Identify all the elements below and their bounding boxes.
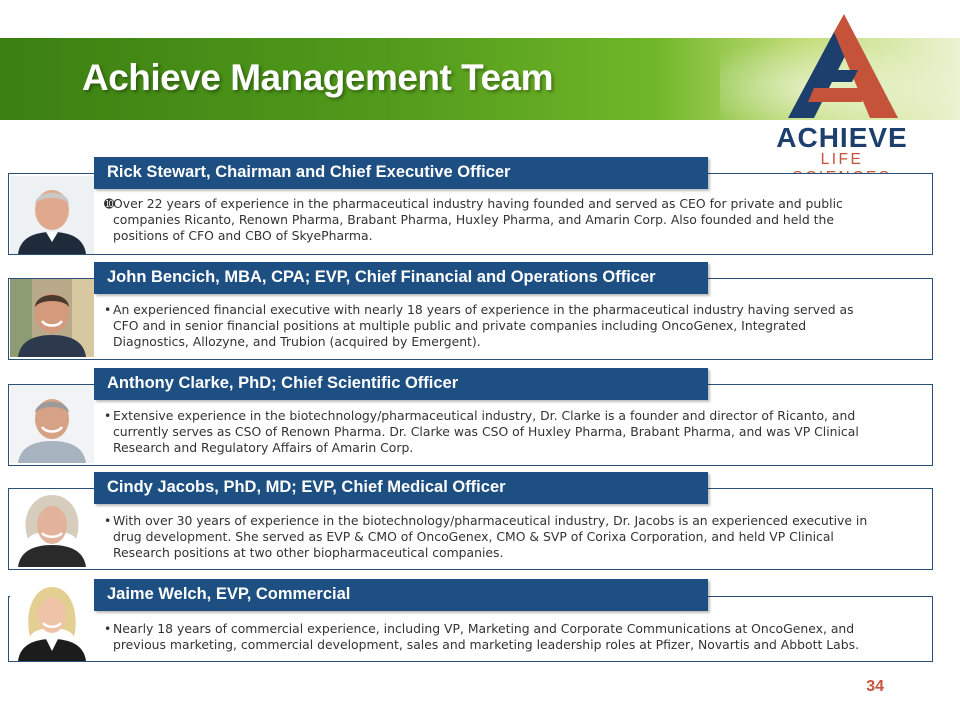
member-name: Cindy Jacobs, PhD, MD; EVP, Chief Medical Officer — [107, 478, 506, 496]
bio-body: Nearly 18 years of commercial experience, including VP, Marketing and Corporate Communications at OncoGenex, and previous marketing, commercial development, sales and marketing leadership roles at Pfizer, Novartis and Abbott Labs. — [113, 621, 860, 652]
headshot-photo — [10, 385, 94, 463]
headshot-photo — [10, 489, 94, 567]
headshot-photo — [10, 279, 94, 357]
slide-title: Achieve Management Team — [82, 57, 554, 98]
bullet-marker: ➓ — [104, 196, 115, 211]
achieve-logo-mark-icon — [784, 14, 900, 122]
bio-body: With over 30 years of experience in the biotechnology/pharmaceutical industry, Dr. Jacobs is an experienced executive in drug development. She served as EVP & CMO of OncoGenex, CMO & SVP of Corixa Corporation, and held VP Clinical Research positions at two other biopharmaceutical companies. — [113, 513, 868, 560]
name-bar — [94, 262, 708, 294]
company-logo — [772, 14, 912, 168]
logo-wordmark: ACHIEVE — [776, 122, 908, 153]
member-name: Rick Stewart, Chairman and Chief Executive Officer — [107, 163, 511, 181]
member-bio — [104, 408, 874, 456]
logo-tagline: LIFE — [820, 151, 864, 168]
name-bar — [94, 368, 708, 400]
bio-body: Extensive experience in the biotechnology/pharmaceutical industry, Dr. Clarke is a founder and director of Ricanto, and currently serves as CSO of Renown Pharma. Dr. Clarke was CSO of Huxley Pharma, Brabant Pharma, and was VP Clinical Research and Regulatory Affairs of Amarin Corp. — [113, 408, 859, 455]
bullet-marker: • — [104, 621, 112, 636]
name-bar — [94, 472, 708, 504]
bullet-marker: • — [104, 513, 112, 528]
bio-body: An experienced financial executive with nearly 18 years of experience in the pharmaceutical industry having served as CFO and in senior financial positions at multiple public and private companies including OncoGenex, Integrated Diagnostics, Allozyne, and Trubion (acquired by Emergent). — [113, 302, 854, 349]
name-bar — [94, 157, 708, 189]
member-bio — [104, 302, 874, 350]
headshot-photo — [10, 176, 94, 254]
name-bar — [94, 579, 708, 611]
member-name: Jaime Welch, EVP, Commercial — [107, 585, 351, 603]
member-bio — [104, 513, 874, 561]
headshot-photo — [10, 581, 94, 661]
member-bio — [104, 196, 874, 244]
bio-body: Over 22 years of experience in the pharmaceutical industry having founded and served as CEO for private and public companies Ricanto, Renown Pharma, Brabant Pharma, Huxley Pharma, and Amarin Corp. Also founded and held the positions of CFO and CBO of SkyePharma. — [113, 196, 843, 243]
page-number: 34 — [866, 678, 884, 695]
bullet-marker: • — [104, 408, 112, 423]
member-name: Anthony Clarke, PhD; Chief Scientific Officer — [107, 374, 459, 392]
member-name: John Bencich, MBA, CPA; EVP, Chief Financial and Operations Officer — [107, 268, 656, 286]
member-bio — [104, 621, 874, 653]
bullet-marker: • — [104, 302, 112, 317]
